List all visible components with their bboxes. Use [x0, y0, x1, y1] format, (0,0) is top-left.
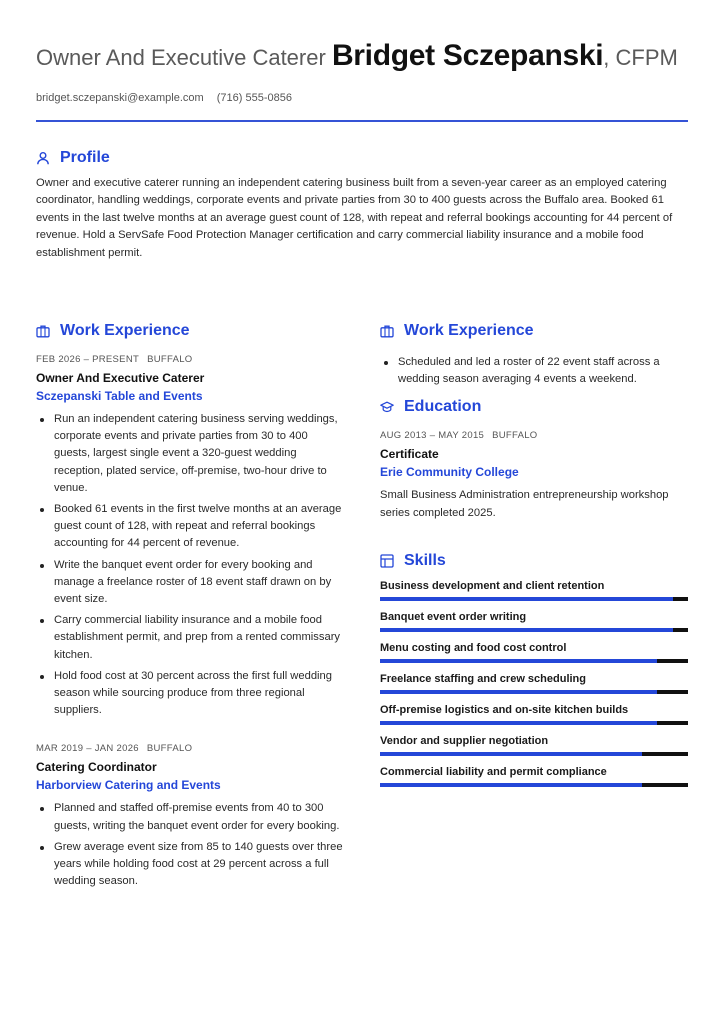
job-meta	[36, 743, 346, 754]
list-item: Write the banquet event order for every booking and manage a freelance roster of 18 event staff drawn on by event size.	[36, 557, 346, 609]
skill-level-fill	[380, 628, 673, 632]
job-dates: MAR 2019 – JAN 2026	[36, 743, 139, 755]
list-item: Hold food cost at 30 percent across the first full wedding season while sourcing produce from three regional suppliers.	[36, 668, 346, 720]
education-title: Education	[404, 398, 482, 416]
profile-section	[36, 149, 688, 262]
education-dates: AUG 2013 – MAY 2015	[380, 430, 485, 442]
education-section	[380, 398, 688, 521]
list-item: Run an independent catering business serving weddings, corporate events and private parties from 30 to 400 guests, largest single event a 320-guest wedding reception, plated service, off-premise, two-hour drive to venue.	[36, 411, 346, 497]
experience-heading	[36, 322, 346, 340]
skill-level-fill	[380, 690, 657, 694]
job-company: Sczepanski Table and Events	[36, 389, 203, 403]
skill-label: Business development and client retention	[380, 579, 605, 592]
education-text: Small Business Administration entrepreneurship workshop series completed 2025.	[380, 489, 669, 519]
job-location: BUFFALO	[147, 354, 193, 365]
skill-item	[380, 580, 688, 601]
skill-level-bar	[380, 783, 688, 787]
job-title: Catering Coordinator	[36, 760, 157, 775]
education-degree: Certificate	[380, 447, 439, 462]
job-location: BUFFALO	[146, 743, 193, 755]
skill-level-bar	[380, 752, 688, 756]
skill-level-bar	[380, 659, 688, 663]
job-company: Harborview Catering and Events	[36, 778, 221, 793]
header-name: Bridget Sczepanski	[331, 39, 604, 72]
skills-title: Skills	[404, 551, 446, 569]
phone-link[interactable]: (716) 555-0856	[216, 92, 292, 104]
education-school: Erie Community College	[380, 465, 519, 480]
skill-label: Menu costing and food cost control	[380, 641, 567, 654]
education-meta	[380, 430, 688, 441]
education-location: BUFFALO	[492, 430, 538, 442]
skill-level-fill	[380, 721, 657, 725]
title-line	[36, 38, 688, 76]
list-item: Planned and staffed off-premise events from 40 to 300 guests, writing the banquet event order for every booking.	[36, 800, 346, 834]
job-bullets-continued	[380, 354, 688, 388]
list-item: Carry commercial liability insurance and a mobile food establishment permit, and prep from a rented commissary kitchen.	[36, 612, 346, 664]
header-role: Owner And Executive Caterer	[36, 45, 326, 70]
resume-page	[36, 0, 688, 888]
right-column	[380, 322, 688, 787]
list-item: Booked 61 events in the first twelve months at an average guest count of 128, with repeat and referral bookings accounting for 44 percent of revenue.	[36, 501, 346, 553]
skill-level-fill	[380, 659, 657, 663]
profile-title: Profile	[60, 149, 110, 166]
job-bullets	[36, 411, 346, 719]
skill-level-fill	[380, 752, 642, 756]
skill-level-bar	[380, 597, 688, 601]
job-entry	[36, 354, 346, 719]
skill-label: Commercial liability and permit compliance	[380, 765, 607, 778]
briefcase-icon	[36, 324, 50, 338]
skill-item	[380, 735, 688, 756]
experience-continued-title: Work Experience	[404, 322, 534, 339]
skills-section	[380, 552, 688, 787]
skill-item	[380, 673, 688, 694]
skill-item	[380, 704, 688, 725]
job-title: Owner And Executive Caterer	[36, 371, 205, 385]
person-icon	[36, 151, 50, 165]
education-heading	[380, 398, 688, 416]
header-divider	[36, 120, 688, 122]
list-item: Scheduled and led a roster of 22 event staff across a wedding season averaging 4 events a weekend.	[380, 354, 688, 388]
education-entry	[380, 430, 688, 521]
job-bullets	[36, 800, 346, 890]
experience-title: Work Experience	[60, 322, 190, 339]
graduation-cap-icon	[380, 400, 394, 414]
job-dates: FEB 2026 – PRESENT	[36, 354, 140, 365]
contact-line	[36, 92, 688, 104]
skill-item	[380, 766, 688, 787]
skills-heading	[380, 552, 688, 570]
layout-icon	[380, 554, 394, 568]
skills-list	[380, 580, 688, 787]
profile-heading	[36, 149, 688, 167]
header-suffix: , CFPM	[603, 45, 678, 70]
skill-level-fill	[380, 783, 642, 787]
skill-item	[380, 611, 688, 632]
skill-level-bar	[380, 690, 688, 694]
left-column	[36, 322, 346, 894]
experience-continued-heading	[380, 322, 688, 340]
profile-text: Owner and executive caterer running an independent catering business built from a seven-year career as an employed catering coordinator, handling weddings, corporate events and private parties from 30 to 400 guests across the Buffalo area. Booked 61 events in the last twelve months at an average guest count of 128, with repeat and referral bookings accounting for 44 percent of revenue. Hold a ServSafe Food Protection Manager certification and carry commercial liability insurance and a mobile food establishment permit.	[36, 177, 673, 259]
skill-label: Freelance staffing and crew scheduling	[380, 672, 586, 685]
skill-label: Off-premise logistics and on-site kitchen builds	[380, 703, 629, 716]
list-item: Grew average event size from 85 to 140 guests over three years while holding food cost at 29 percent across a full wedding season.	[36, 839, 346, 891]
skill-level-bar	[380, 628, 688, 632]
skill-label: Vendor and supplier negotiation	[380, 734, 549, 747]
skill-level-fill	[380, 597, 673, 601]
resume-header	[36, 0, 688, 122]
job-entry	[36, 743, 346, 890]
briefcase-icon	[380, 324, 394, 338]
skill-item	[380, 642, 688, 663]
email-link[interactable]: bridget.sczepanski@example.com	[36, 92, 204, 104]
skill-level-bar	[380, 721, 688, 725]
job-meta	[36, 354, 346, 365]
skill-label: Banquet event order writing	[380, 610, 527, 623]
